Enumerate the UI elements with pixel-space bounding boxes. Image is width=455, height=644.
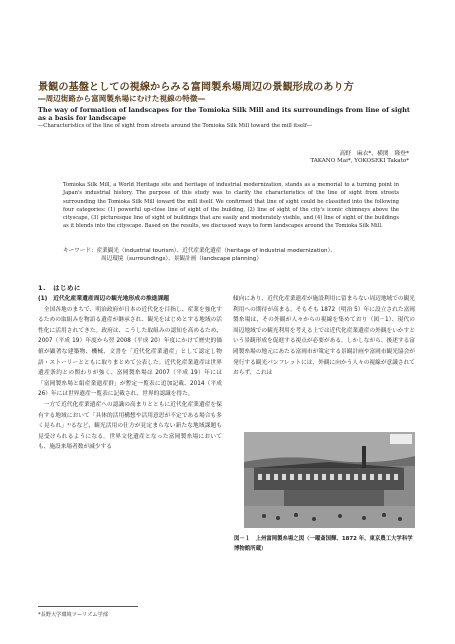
title-japanese: 景観の基盤としての視線からみる富岡製糸場周辺の景観形成のあり方 xyxy=(38,82,354,93)
authors-english: TAKANO Mai*, YOKOSEKI Takato* xyxy=(310,158,409,164)
section-heading: 1. はじめに xyxy=(38,284,82,292)
subtitle-english: ―Characteristics of the line of sight from streets around the Tomioka Silk Mill toward the mill itself― xyxy=(38,123,313,129)
body-paragraph: 傾向にあり、近代化産業遺産が施設利用に留まらない周辺地域での観光利用への期待が高まる。そもそも 1872（明治 5）年に設立された富岡製糸場は、その外観が人々からの視線を集めており（図－1）、現代の周辺地域での観光利用を考える上では近代化産業遺産の外観をいかすという景観形成を促進する視点が必要がある。しかしながら、後述する富岡製糸場の地元にあたる富岡市が策定する景観計画や富岡市観光協会が発行する観光パンフレットには、外観に向かう人々の視線が意識されておらず、これは xyxy=(233,296,415,377)
keywords xyxy=(63,246,336,262)
body-column-right xyxy=(233,294,415,379)
subtitle-japanese: ―周辺街路から富岡製糸場にむけた視線の特徴― xyxy=(38,94,206,103)
figure-caption: 図－１ 上州富岡製糸場之図（一曜斎国輝、1872 年、東京農工大学科学博物館所蔵） xyxy=(234,536,413,552)
keywords-line-2: 周辺環境（surroundings）、景観計画（landscape planning） xyxy=(101,256,262,262)
authors-japanese: 高野 麻衣*、横関 隆登* xyxy=(339,151,409,157)
keywords-label: キーワード： xyxy=(63,248,97,254)
subsection-heading: (1) 近代化産業遺産周辺の観光地形成の推進課題 xyxy=(38,296,170,303)
body-column-left xyxy=(38,283,222,453)
body-paragraph: 全国各地のまちで、明治政府が日本の近代化を目指し、産業を強化するための取組みを物語る遺産が継承され、観光をはじめとする地域の活性化に活用されてきた。政府は、こうした取組みの認知を高めるため、2007（平成 19）年度から翌 2008（平成 20）年度にかけて歴史的価値が顕著な建築物、機械、文書を「近代化産業遺産」として認定し物語・ストーリーとともに取りまとめて公表した。近代化産業遺産は世界遺産条約との関わりが強く、富岡製糸場は 2007（平成 19）年には「富岡製糸場と絹産業遺産群」が暫定一覧表に追加記載、2014（平成 26）年には世界遺産一覧表に記載され、世界的認識を得た。 xyxy=(38,306,222,398)
keywords-line-1: 産業観光（industrial tourism）、近代産業化遺産（heritage of industrial modernization）、 xyxy=(96,248,336,254)
abstract xyxy=(63,181,399,231)
body-paragraph: 一方で近代化産業遺産への認識の高まりとともに近代化産業遺産を保有する地域において「具体的活用構想や活用意思が不定である場合も多く見られ」¹⁾るなど、観光活用の仕方が見定まらない新たな地域課題も見受けられるようになる。世界文化遺産となった富岡製糸場においても、施設来場者数が減少する xyxy=(38,402,222,451)
footnote-divider xyxy=(38,606,138,607)
footnote-affiliation: *長野大学環境ツーリズム学部 xyxy=(38,612,108,618)
figure-woodblock-print xyxy=(244,432,415,528)
title-english: The way of formation of landscapes for the Tomioka Silk Mill and its surroundings from line of sight as a basis for landscape xyxy=(38,106,410,123)
abstract-text: Tomioka Silk Mill, a World Heritage site and heritage of industrial modernization, stands as a memorial to a turning point in Japan's industrial history. The purpose of this study was to clarify the characteristics of the line of sight from streets surrounding the Tomioka Silk Mill toward the mill itself. We confirmed that line of sight could be classified into the following four categories: (1) powerful up-close line of sight of the building, (2) line of sight of the city's iconic chimneys above the cityscape, (3) picturesque line of sight of buildings that are easily and moderately visible, and (4) line of sight of the buildings as it blends into the cityscape. Based on the results, we discussed ways to form landscapes around the Tomioka Silk Mill. xyxy=(63,182,399,230)
figure-illustration xyxy=(244,432,415,528)
